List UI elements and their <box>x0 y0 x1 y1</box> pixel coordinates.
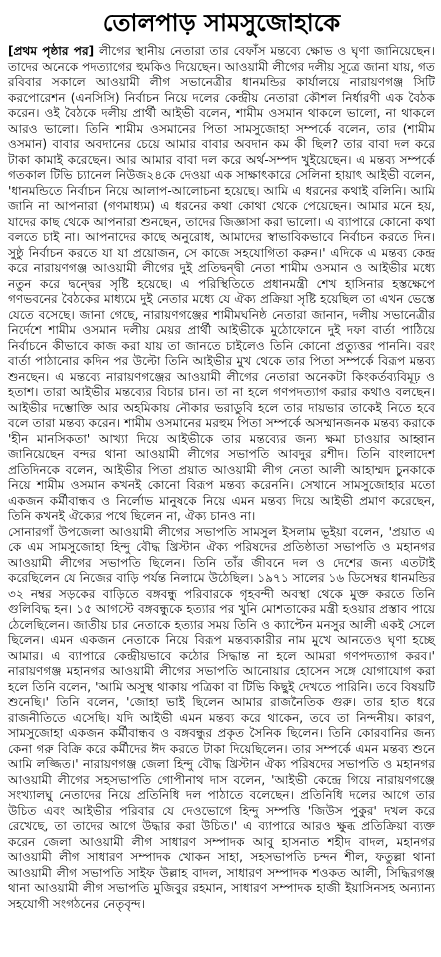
article-body <box>8 44 435 912</box>
paragraph-2: সোনারগাঁ উপজেলা আওয়ামী লীগের সভাপতি সামসুল ইসলাম ভূইয়া বলেন, 'প্রয়াত এ কে এম সামসুজোহা হিন্দু বৌদ্ধ খ্রিস্টান ঐক্য পরিষদের প্রতিষ্ঠাতা সভাপতি ও মহানগর আওয়ামী লীগের সভাপতি ছিলেন। তিনি তাঁর জীবনে দল ও দেশের জন্য এতটাই করেছিলেন যে নিজের বাড়ি পর্যন্ত নিলামে উঠেছিল। ১৯৭১ সালের ১৬ ডিসেম্বর ধানমন্ডির ৩২ নম্বর সড়কের বাড়িতে বঙ্গবন্ধু পরিবারকে গৃহবন্দী অবস্থা থেকে মুক্ত করতে তিনি গুলিবিদ্ধ হন। ১৫ আগস্টে বঙ্গবন্ধুকে হত্যার পর খুনি মোশতাকের মন্ত্রী হওয়ার প্রস্তাব পায়ে ঠেলেছিলেন। জাতীয় চার নেতাকে হত্যার সময় তিনি ও ক্যাপ্টেন মনসুর আলী একই সেলে ছিলেন। এমন একজন নেতাকে নিয়ে বিরূপ মন্তব্যকারীর নাম মুখে আনতেও ঘৃণা হচ্ছে আমার। এ ব্যাপারে কেন্দ্রীয়ভাবে কঠোর সিদ্ধান্ত না হলে আমরা গণপদত্যাগ করব।' নারায়ণগঞ্জ মহানগর আওয়ামী লীগের সভাপতি আনোয়ার হোসেন সঙ্গে যোগাযোগ করা হলে তিনি বলেন, 'আমি অসুস্থ থাকায় পত্রিকা বা টিভি কিছুই দেখতে পারিনি। তবে বিষয়টি শুনেছি।' তিনি বলেন, 'জোহা ভাই ছিলেন আমার রাজনৈতিক গুরু। তার হাত ধরে রাজনীতিতে এসেছি। যদি আইভী এমন মন্তব্য করে থাকেন, তবে তা নিন্দনীয়। কারণ, সামসুজোহা একজন কর্মীবান্ধব ও বঙ্গবন্ধুর প্রকৃত সৈনিক ছিলেন। তিনি কোরবানির জন্য কেনা গরু বিক্রি করে কর্মীদের ঈদ করতে টাকা দিয়েছিলেন। তার সম্পর্কে এমন মন্তব্য শুনে আমি লজ্জিত।' নারায়ণগঞ্জ জেলা হিন্দু বৌদ্ধ খ্রিস্টান ঐক্য পরিষদের সভাপতি ও মহানগর আওয়ামী লীগের সহসভাপতি গোপীনাথ দাস বলেন, 'আইভী কেন্দ্রে গিয়ে নারায়ণগঞ্জে সংখ্যালঘু নেতাদের নিয়ে প্রতিনিধি দল পাঠাতে বলেছেন। প্রতিনিধি দলের আগে তার উচিত এবং আইভীর পরিবার যে দেওভোগে হিন্দু সম্পত্তি 'জিউস পুকুর' দখল করে রেখেছে, তা তাদের আগে উদ্ধার করা উচিত।' এ ব্যাপারে আরও ক্ষুব্ধ প্রতিক্রিয়া ব্যক্ত করেন জেলা আওয়ামী লীগ সাধারণ সম্পাদক আবু হাসনাত শহীদ বাদল, মহানগর আওয়ামী লীগ সাধারণ সম্পাদক খোকন সাহা, সহসভাপতি চন্দন শীল, ফতুল্লা থানা আওয়ামী লীগ সভাপতি সাইফ উল্লাহ বাদল, সাধারণ সম্পাদক শওকত আলী, সিদ্ধিরগঞ্জ থানা আওয়ামী লীগ সভাপতি মুজিবুর রহমান, সাধারণ সম্পাদক হাজী ইয়াসিনসহ অন্যান্য সহযোগী সংগঠনের নেতৃবৃন্দ। <box>8 524 435 911</box>
headline: তোলপাড় সামসুজোহাকে <box>102 9 341 37</box>
continued-from-front-page-label: [প্রথম পৃষ্ঠার পর] <box>8 44 95 58</box>
paragraph-text: লীগের স্থানীয় নেতারা তার বেফাঁস মন্তব্যে ক্ষোভ ও ঘৃণা জানিয়েছেন। তাদের অনেকে পদত্যাগের হুমকিও দিয়েছেন। আওয়ামী লীগের দলীয় সূত্রে জানা যায়, গত রবিবার সকালে আওয়ামী লীগ সভানেত্রীর ধানমন্ডির কার্যালয়ে নারায়ণগঞ্জ সিটি করপোরেশন (এনসিসি) নির্বাচন নিয়ে দলের কেন্দ্রীয় নেতারা কৌশল নির্ধারণী এক বৈঠক করেন। ওই বৈঠকে দলীয় প্রার্থী আইভী বলেন, শামীম ওসমান থাকলে ভালো, না থাকলে আরও ভালো। তিনি শামীম ওসমানের পিতা সামসুজোহা সম্পর্কে বলেন, তার (শামীম ওসমান) বাবার অবদানের চেয়ে আমার বাবার অবদান কম কী ছিল? তার বাবা দল করে টাকা কামাই করেছেন। আর আমার বাবা দল করে অর্থ-সম্পদ খুইয়েছেন। এ মন্তব্য সম্পর্কে গতকাল টিভি চ্যানেল নিউজ২৪কে দেওয়া এক সাক্ষাৎকারে সেলিনা হায়াৎ আইভী বলেন, 'ধানমন্ডিতে নির্বাচন নিয়ে আলাপ-আলোচনা হয়েছে। আমি এ ধরনের কথাই বলিনি। আমি জানি না আপনারা (গণমাধ্যম) এ ধরনের কথা কোথা থেকে পেয়েছেন। আমার মনে হয়, যাদের কাছ থেকে আপনারা শুনছেন, তাদের জিজ্ঞাসা করা ভালো। এ ব্যাপারে কোনো কথা বলতে চাই না। আপনাদের কাছে অনুরোধ, আমাদের স্বাভাবিকভাবে নির্বাচন করতে দিন। সুষ্ঠু নির্বাচন করতে যা যা প্রয়োজন, সে কাজে সহযোগিতা করুন।' এদিকে এ মন্তব্য কেন্দ্র করে নারায়ণগঞ্জ আওয়ামী লীগের দুই প্রতিদ্বন্দ্বী নেতা শামীম ওসমান ও আইভীর মধ্যে নতুন করে দ্বন্দ্বের সৃষ্টি হয়েছে। এ পরিস্থিতিতে প্রধানমন্ত্রী শেখ হাসিনার হস্তক্ষেপে গণভবনের বৈঠকের মাধ্যমে দুই নেতার মধ্যে যে ঐক্য প্রক্রিয়া সৃষ্টি হয়েছিল তা এখন ভেস্তে যেতে বসেছে। জানা গেছে, নারায়ণগঞ্জের শামীমঘনিষ্ঠ নেতারা জানান, দলীয় সভানেত্রীর নির্দেশে শামীম ওসমান দলীয় মেয়র প্রার্থী আইভীকে মুঠোফোনে দুই দফা বার্তা পাঠিয়ে নির্বাচনে কীভাবে কাজ করা যায় তা জানতে চাইলেও তিনি কোনো প্রত্যুত্তর পাননি। বরং বার্তা পাঠানোর কদিন পর উল্টো তিনি আইভীর মুখ থেকে তার পিতা সম্পর্কে বিরূপ মন্তব্য শুনছেন। এ মন্তব্যে নারায়ণগঞ্জের আওয়ামী লীগের নেতারা অনেকটা কিংকর্তব্যবিমূঢ় ও হতাশ। তারা আইভীর মন্তব্যের বিচার চান। তা না হলে গণপদত্যাগ করার কথাও বলছেন। আইভীর দম্ভোক্তি আর অহমিকায় নৌকার ভরাডুবি হলে তার দায়ভার তাকেই নিতে হবে বলে তারা মন্তব্য করেন। শামীম ওসমানের মরহুম পিতা সম্পর্কে অসম্মানজনক মন্তব্য করাকে 'হীন মানসিকতা' আখ্যা দিয়ে আইভীকে তার মন্তব্যের জন্য ক্ষমা চাওয়ার আহ্বান জানিয়েছেন বন্দর থানা আওয়ামী লীগের সভাপতি আবদুর রশীদ। তিনি বাংলাদেশ প্রতিদিনকে বলেন, আইভীর পিতা প্রয়াত আওয়ামী লীগ নেতা আলী আহাম্মদ চুনকাকে নিয়ে শামীম ওসমান কখনই কোনো বিরূপ মন্তব্য করেননি। সেখানে সামসুজোহার মতো একজন কর্মীবান্ধব ও নির্লোভ মানুষকে নিয়ে এমন মন্তব্য দিয়ে আইভী প্রমাণ করেছেন, তিনি কখনই ঐক্যের পথে ছিলেন না, ঐক্য চানও না। <box>8 44 435 523</box>
paragraph-1 <box>8 44 435 525</box>
